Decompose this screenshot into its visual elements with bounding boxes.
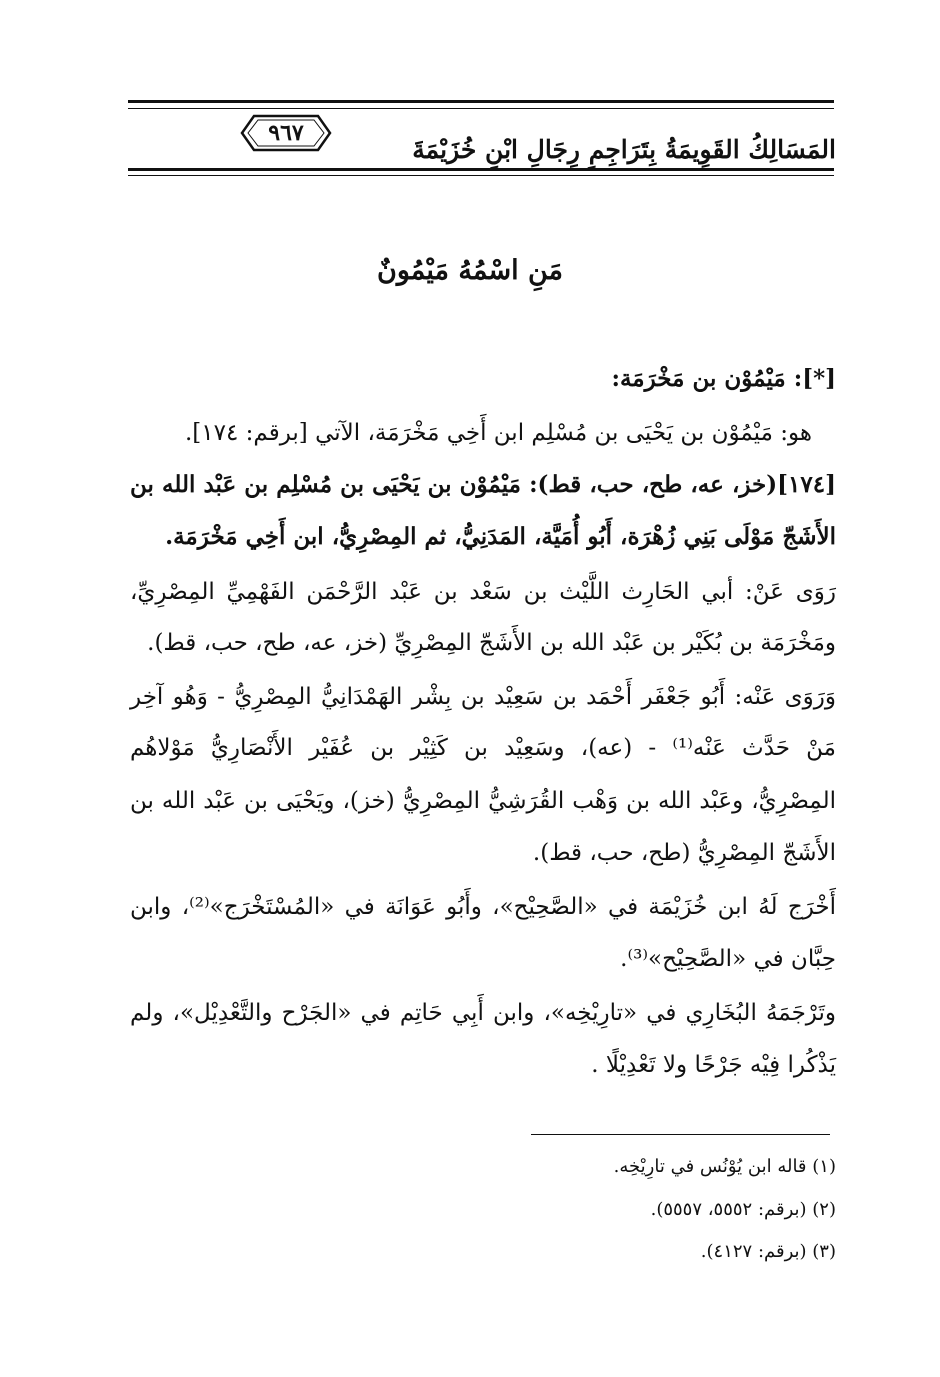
header-rule-bottom-thin xyxy=(128,175,834,176)
page-number: ٩٦٧ xyxy=(268,120,304,146)
biography-line1: وتَرْجَمَهُ البُخَارِي في «تارِيْخِه»، وابن أَبِي حَاتِم في «الجَرْح والتَّعْدِيْل»، ولم xyxy=(130,1000,836,1026)
collections-line1: أَخْرَج لَهُ ابن خُزَيْمَة في «الصَّحِيْح»، وأَبُو عَوَانَة في «المُسْتَخْرَج»⁽²⁾، وابن xyxy=(130,894,836,920)
narrated-by-line2: مَنْ حَدَّث عَنْه⁽¹⁾ - (عه)، وسَعِيْد بن كَثِيْر بن عُفَيْر الأَنْصَارِيُّ مَوْلاهُم xyxy=(130,735,837,761)
header-rule-top-thin xyxy=(128,108,834,109)
page-number-badge xyxy=(240,114,332,152)
entry-174-heading-line1: [١٧٤](خز، عه، طح، حب، قط): مَيْمُوْن بن يَحْيَى بن مُسْلِم بن عَبْد الله بن xyxy=(130,471,836,498)
running-title: المَسَالِكُ القَوِيمَةُ بِتَرَاجِمِ رِجَالِ ابْنِ خُزَيْمَةَ xyxy=(412,135,836,164)
footnote-2: (٢) (برقم: ٥٥٥٢، ٥٥٥٧). xyxy=(650,1199,836,1220)
entry-star-text: هو: مَيْمُوْن بن يَحْيَى بن مُسْلِم ابن أَخِي مَخْرَمَة، الآتي [برقم: ١٧٤]. xyxy=(184,420,812,446)
narrated-by-line1: وَرَوَى عَنْه: أَبُو جَعْفَر أَحْمَد بن سَعِيْد بن بِشْر الهَمْدَانِيُّ المِصْرِيُّ - وَهُو آخِر xyxy=(130,684,836,710)
footnote-3: (٣) (برقم: ٤١٢٧). xyxy=(700,1241,836,1262)
narrated-by-line3: المِصْرِيُّ، وعَبْد الله بن وَهْب القُرَشِيُّ المِصْرِيُّ (خز)، ويَحْيَى بن عَبْد الله بن xyxy=(130,788,836,814)
section-title: مَنِ اسْمُهُ مَيْمُونٌ xyxy=(376,255,564,286)
narrated-from-line2: ومَخْرَمَة بن بُكَيْر بن عَبْد الله بن الأَشَجّ المِصْرِيِّ (خز، عه، طح، حب، قط). xyxy=(147,630,836,656)
narrated-from-line1: رَوَى عَنْ: أبي الحَارِث اللَّيْث بن سَعْد بن عَبْد الرَّحْمَن الفَهْمِيِّ المِصْرِيِّ، xyxy=(130,579,836,605)
collections-line2: حِبَّان في «الصَّحِيْح»⁽³⁾. xyxy=(620,946,836,972)
header-rule-bottom xyxy=(128,168,834,171)
biography-line2: يَذْكُرا فِيْه جَرْحًا ولا تَعْدِيْلًا . xyxy=(591,1052,836,1078)
footnote-1: (١) قاله ابن يُوْنُس في تارِيْخِه. xyxy=(613,1156,836,1177)
entry-174-heading-line2: الأَشَجّ مَوْلَى بَنِي زُهْرَة، أَبُو أُمَيَّة، المَدَنِيُّ، ثم المِصْرِيُّ، ابن أَخِي مَخْرَمَة. xyxy=(165,523,836,550)
header-rule-top xyxy=(128,100,834,103)
entry-star-heading: [*]: مَيْمُوْن بن مَخْرَمَة: xyxy=(611,365,836,392)
footnote-separator xyxy=(531,1134,830,1135)
narrated-by-line4: الأَشَجّ المِصْرِيُّ (طح، حب، قط). xyxy=(532,840,836,866)
